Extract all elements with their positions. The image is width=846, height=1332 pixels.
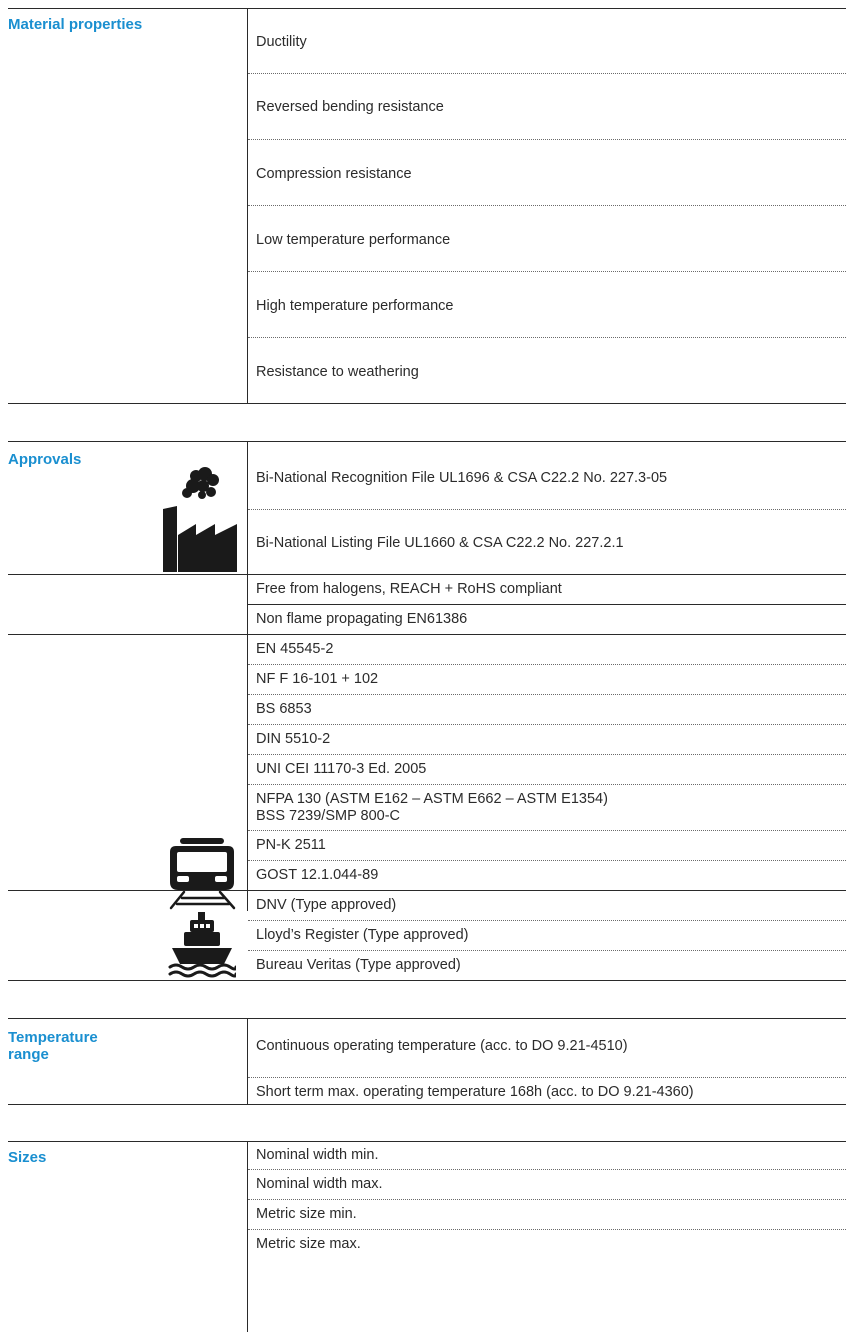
row-divider (248, 694, 846, 695)
row-divider (248, 920, 846, 921)
table-row: Short term max. operating temperature 168h (acc. to DO 9.21-4360) (256, 1084, 694, 1100)
temperature-heading-line2: range (8, 1046, 49, 1063)
table-row: Metric size min. (256, 1206, 357, 1222)
material-bottom-rule (8, 403, 846, 404)
table-row: High temperature performance (256, 298, 454, 314)
table-row: Resistance to weathering (256, 364, 419, 380)
sizes-heading: Sizes (8, 1149, 47, 1166)
table-row: Bi-National Recognition File UL1696 & CSA C22.2 No. 227.3-05 (256, 470, 668, 486)
row-divider (248, 784, 846, 785)
table-row: PN-K 2511 (256, 837, 326, 853)
row-divider (248, 271, 846, 272)
table-row: Bureau Veritas (Type approved) (256, 957, 461, 973)
approvals-top-rule (8, 441, 846, 442)
row-divider (248, 1077, 846, 1078)
row-divider (248, 1169, 846, 1170)
table-row: DIN 5510-2 (256, 731, 331, 747)
table-row: Compression resistance (256, 166, 412, 182)
table-row: Non flame propagating EN61386 (256, 611, 468, 627)
row-divider (248, 604, 846, 605)
material-properties-heading: Material properties (8, 16, 143, 33)
temperature-bottom-rule (8, 1104, 846, 1105)
row-divider (248, 830, 846, 831)
table-row: Metric size max. (256, 1236, 361, 1252)
table-row: Continuous operating temperature (acc. to DO 9.21-4510) (256, 1038, 628, 1054)
table-row: Lloyd’s Register (Type approved) (256, 927, 469, 943)
approvals-divider (247, 441, 248, 911)
row-divider (248, 139, 846, 140)
train-icon (168, 838, 238, 910)
table-row: NF F 16-101 + 102 (256, 671, 379, 687)
table-row: Free from halogens, REACH + RoHS compliant (256, 581, 562, 597)
row-divider (248, 664, 846, 665)
table-row: Nominal width min. (256, 1147, 379, 1163)
sizes-top-rule (8, 1141, 846, 1142)
table-row: Reversed bending resistance (256, 99, 444, 115)
row-divider (248, 724, 846, 725)
temperature-heading-line1: Temperature (8, 1029, 98, 1046)
table-row: BS 6853 (256, 701, 312, 717)
table-row: EN 45545-2 (256, 641, 334, 657)
group-rule (8, 574, 846, 575)
approvals-heading: Approvals (8, 451, 82, 468)
row-divider (248, 754, 846, 755)
table-row: GOST 12.1.044-89 (256, 867, 379, 883)
table-row: BSS 7239/SMP 800-C (256, 808, 401, 824)
table-row: DNV (Type approved) (256, 897, 397, 913)
table-row: Bi-National Listing File UL1660 & CSA C22.2 No. 227.2.1 (256, 535, 624, 551)
table-row: Ductility (256, 34, 307, 50)
ship-icon (168, 912, 236, 978)
table-row: Low temperature performance (256, 232, 451, 248)
table-row: Nominal width max. (256, 1176, 383, 1192)
material-top-rule (8, 8, 846, 9)
group-rule (8, 634, 846, 635)
temperature-divider (247, 1018, 248, 1104)
row-divider (248, 509, 846, 510)
row-divider (248, 337, 846, 338)
approvals-bottom-rule (8, 980, 846, 981)
row-divider (248, 950, 846, 951)
row-divider (248, 205, 846, 206)
table-row: NFPA 130 (ASTM E162 – ASTM E662 – ASTM E1354) (256, 791, 608, 807)
temperature-top-rule (8, 1018, 846, 1019)
row-divider (248, 1229, 846, 1230)
row-divider (248, 860, 846, 861)
factory-icon (163, 466, 237, 572)
row-divider (248, 73, 846, 74)
table-row: UNI CEI 11170-3 Ed. 2005 (256, 761, 427, 777)
row-divider (248, 1199, 846, 1200)
group-rule (8, 890, 846, 891)
